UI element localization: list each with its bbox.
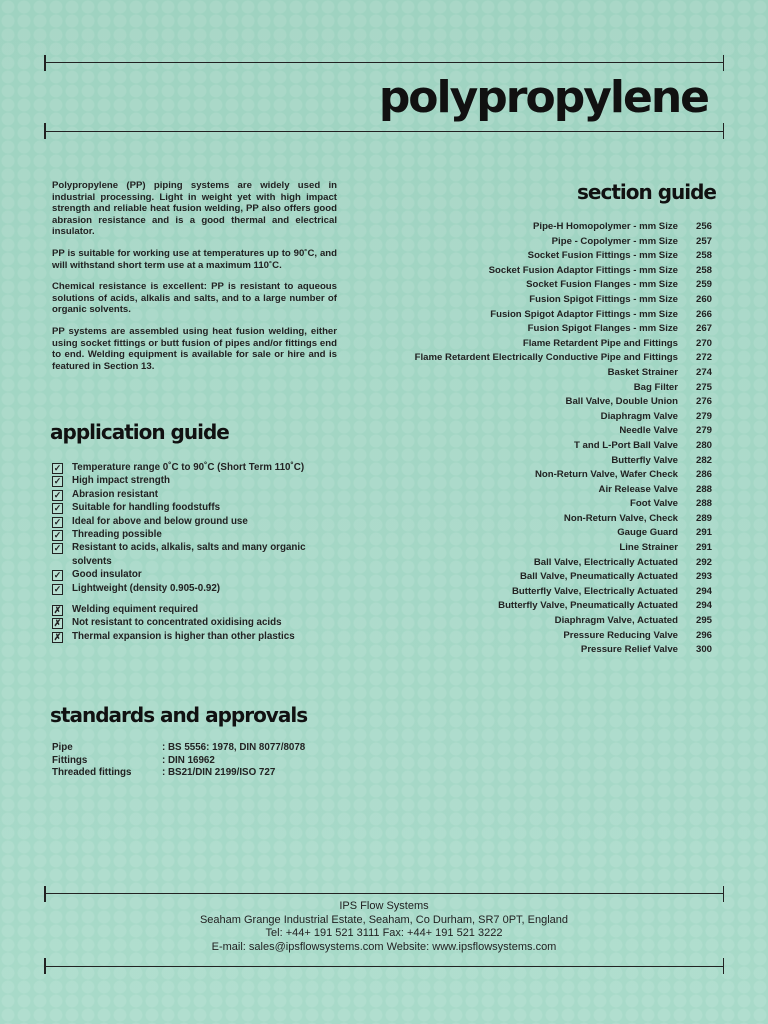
section-guide-item: [352, 454, 712, 469]
check-icon: ✓: [53, 516, 62, 527]
section-guide-item: [352, 337, 712, 352]
section-guide-page: 288: [695, 498, 712, 510]
standard-row: Threaded fittings : BS21/DIN 2199/ISO 727: [52, 767, 276, 778]
section-guide-page: 276: [695, 396, 712, 408]
cross-icon: ✗: [53, 605, 62, 616]
standard-row: Pipe : BS 5556: 1978, DIN 8077/8078: [52, 742, 306, 753]
frame-corner-tick: [723, 55, 725, 71]
pro-item: ✓ Good insulator: [53, 569, 142, 581]
section-guide-page: 289: [695, 512, 712, 524]
section-guide-label: Ball Valve, Electrically Actuated: [533, 556, 678, 568]
section-guide-item: [352, 424, 712, 439]
section-guide-page: 282: [695, 454, 712, 466]
section-guide-item: [352, 599, 712, 614]
section-guide-page: 296: [695, 629, 712, 641]
section-guide-page: 275: [695, 381, 712, 393]
section-guide-page: 280: [695, 439, 712, 451]
pro-item: ✓ High impact strength: [53, 475, 170, 487]
section-guide-item: [352, 322, 712, 337]
section-guide-item: [352, 410, 712, 425]
section-guide-page: 258: [695, 250, 712, 262]
page-title: polypropylene: [378, 72, 708, 123]
section-guide-item: [352, 439, 712, 454]
section-guide-label: Pressure Reducing Valve: [563, 629, 678, 641]
section-guide-item: [352, 526, 712, 541]
section-guide-page: 272: [695, 352, 712, 364]
section-guide-label: T and L-Port Ball Valve: [574, 439, 678, 451]
check-icon: ✓: [53, 530, 62, 541]
section-guide-label: Socket Fusion Adaptor Fittings - mm Size: [488, 264, 678, 276]
footer-web: E-mail: sales@ipsflowsystems.com Website: www.ipsflowsystems.com: [211, 940, 557, 953]
section-guide-page: 279: [695, 425, 712, 437]
section-guide-page: 260: [695, 293, 712, 305]
section-guide-page: 270: [695, 337, 712, 349]
section-guide-label: Non-Return Valve, Wafer Check: [534, 469, 678, 481]
section-guide-label: Pressure Relief Valve: [580, 644, 678, 656]
frame-corner-tick: [44, 55, 46, 71]
section-guide-page: 294: [695, 585, 712, 597]
section-guide-item: [352, 395, 712, 410]
section-guide-page: 257: [695, 235, 712, 247]
pro-item: ✓ Lightweight (density 0.905-0.92): [53, 582, 221, 594]
con-item: ✗ Thermal expansion is higher than other plastics: [53, 630, 295, 642]
section-guide-page: 288: [695, 483, 712, 495]
section-guide-label: Socket Fusion Flanges - mm Size: [526, 279, 678, 291]
standards-table: [52, 742, 305, 780]
section-guide-label: Basket Strainer: [607, 366, 678, 378]
section-guide-page: 256: [695, 221, 712, 232]
pro-item: ✓ Resistant to acids, alkalis, salts and many organic solvents: [53, 542, 306, 567]
section-guide-item: [352, 585, 712, 600]
con-item: ✗ Welding equiment required: [53, 604, 199, 616]
section-guide-item: [352, 570, 712, 585]
section-guide-page: 292: [695, 556, 712, 568]
section-guide-page: 266: [695, 308, 712, 320]
section-guide-label: Pipe-H Homopolymer - mm Size: [533, 221, 678, 232]
intro-paragraph: Chemical resistance is excellent: PP is resistant to aqueous solutions of acids, alkalis and salts, and to a large number of organic solvents.: [52, 281, 337, 316]
section-guide-item: [352, 483, 712, 498]
section-guide-item: [352, 541, 712, 556]
section-guide-item: [352, 512, 712, 527]
standard-row: Fittings : DIN 16962: [52, 754, 215, 766]
section-guide-item: [352, 351, 712, 366]
section-guide-page: 279: [695, 410, 712, 422]
section-guide-heading: section guide: [577, 180, 716, 204]
section-guide-label: Ball Valve, Double Union: [565, 396, 678, 408]
section-guide-label: Pipe - Copolymer - mm Size: [551, 235, 678, 247]
section-guide-label: Diaphragm Valve: [600, 410, 678, 422]
check-icon: ✓: [53, 476, 62, 487]
section-guide-page: 259: [695, 279, 712, 291]
section-guide-page: 295: [695, 615, 712, 627]
section-guide-page: 291: [695, 542, 712, 554]
footer-contact: [44, 900, 724, 954]
section-guide-label: Butterfly Valve, Pneumatically Actuated: [498, 600, 678, 612]
section-guide-label: Line Strainer: [619, 542, 678, 554]
section-guide-page: 286: [695, 469, 712, 481]
pro-item: ✓ Ideal for above and below ground use: [53, 515, 248, 527]
footer-phones: Tel: +44+ 191 521 3111 Fax: +44+ 191 521 3222: [265, 927, 503, 940]
section-guide-item: [352, 220, 712, 235]
section-guide-item: [352, 235, 712, 250]
section-guide-label: Butterfly Valve, Electrically Actuated: [511, 585, 678, 597]
section-guide-label: Flame Retardent Pipe and Fittings: [522, 337, 678, 349]
section-guide-page: 274: [695, 366, 712, 378]
section-guide-item: [352, 381, 712, 396]
section-guide-page: 267: [695, 323, 712, 335]
con-item: ✗ Not resistant to concentrated oxidising acids: [53, 617, 282, 629]
section-guide-item: [352, 468, 712, 483]
section-guide-label: Butterfly Valve: [611, 454, 678, 466]
section-guide-item: [352, 249, 712, 264]
section-guide-page: 294: [695, 600, 712, 612]
section-guide-page: 300: [695, 644, 712, 656]
section-guide-label: Fusion Spigot Flanges - mm Size: [527, 323, 678, 335]
frame-corner-tick: [723, 123, 725, 139]
check-icon: ✓: [53, 489, 62, 500]
section-guide-label: Foot Valve: [630, 498, 678, 510]
section-guide-page: 258: [695, 264, 712, 276]
section-guide-item: [352, 264, 712, 279]
section-guide-label: Diaphragm Valve, Actuated: [554, 615, 678, 627]
check-icon: ✓: [53, 503, 62, 514]
section-guide-item: [352, 643, 712, 658]
application-list: [52, 461, 352, 643]
section-guide-item: [352, 293, 712, 308]
check-icon: ✓: [53, 543, 62, 554]
footer-address: Seaham Grange Industrial Estate, Seaham, Co Durham, SR7 0PT, England: [199, 913, 569, 926]
cross-icon: ✗: [53, 618, 62, 629]
section-guide-item: [352, 497, 712, 512]
section-guide-label: Socket Fusion Fittings - mm Size: [527, 250, 678, 262]
intro-paragraph: PP is suitable for working use at temperatures up to 90˚C, and will withstand short term use at a maximum 110˚C.: [52, 247, 337, 271]
section-guide-label: Non-Return Valve, Check: [563, 512, 678, 524]
pro-item: ✓ Abrasion resistant: [53, 488, 159, 500]
section-guide-list: [352, 220, 712, 658]
section-guide-page: 293: [695, 571, 712, 583]
section-guide-item: [352, 366, 712, 381]
section-guide-label: Fusion Spigot Adaptor Fittings - mm Size: [490, 308, 678, 320]
section-guide-page: 291: [695, 527, 712, 539]
section-guide-label: Ball Valve, Pneumatically Actuated: [519, 571, 678, 583]
check-icon: ✓: [53, 583, 62, 594]
section-guide-item: [352, 308, 712, 323]
section-guide-label: Flame Retardent Electrically Conductive Pipe and Fittings: [414, 352, 678, 364]
section-guide-label: Air Release Valve: [598, 483, 678, 495]
section-guide-label: Needle Valve: [619, 425, 678, 437]
section-guide-item: [352, 614, 712, 629]
intro-paragraph: PP systems are assembled using heat fusion welding, either using socket fittings or butt fusion of pipes and/or fittings end to end. Welding equipment is available for sale or hire and is featured in Section 13.: [52, 325, 337, 372]
intro-text: [52, 180, 337, 382]
pro-item: ✓ Threading possible: [53, 529, 162, 541]
pro-item: ✓ Temperature range 0˚C to 90˚C (Short Term 110˚C): [53, 462, 305, 473]
check-icon: ✓: [53, 463, 62, 473]
cross-icon: ✗: [53, 631, 62, 642]
section-guide-label: Bag Filter: [633, 381, 678, 393]
section-guide-label: Gauge Guard: [617, 527, 678, 539]
pro-item: ✓ Suitable for handling foodstuffs: [53, 502, 221, 514]
frame-corner-tick: [44, 123, 46, 139]
section-guide-item: [352, 629, 712, 644]
standards-heading: standards and approvals: [50, 703, 308, 727]
section-guide-item: [352, 556, 712, 571]
footer-company: IPS Flow Systems: [339, 900, 429, 912]
section-guide-label: Fusion Spigot Fittings - mm Size: [529, 293, 678, 305]
frame-corner-tick: [44, 958, 46, 974]
frame-corner-tick: [723, 958, 725, 974]
check-icon: ✓: [53, 570, 62, 581]
application-guide-heading: application guide: [50, 420, 229, 444]
intro-paragraph: Polypropylene (PP) piping systems are widely used in industrial processing. Light in weight yet with high impact strength and reliable heat fusion welding, PP also offers good abrasion resistance and is a good thermal and electrical insulator.: [52, 180, 337, 238]
section-guide-item: [352, 278, 712, 293]
